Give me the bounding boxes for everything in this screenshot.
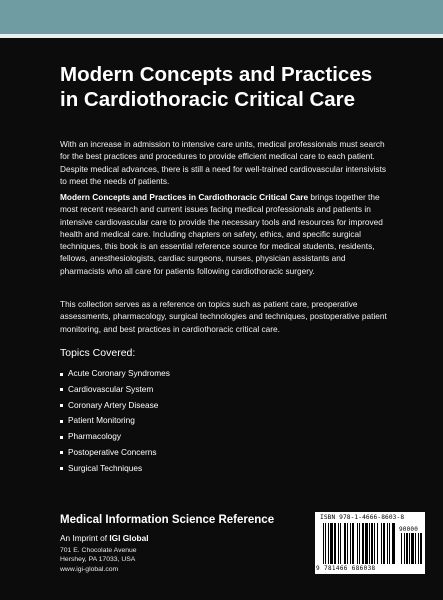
paragraph-2-lead-title: Modern Concepts and Practices in Cardiothoracic Critical Care — [60, 192, 309, 202]
topic-item: Patient Monitoring — [60, 413, 170, 429]
barcode-bar — [374, 523, 375, 564]
barcode-bar — [359, 523, 360, 564]
barcode-bar — [392, 523, 395, 564]
barcode-bar — [352, 523, 354, 564]
barcode-bar — [323, 523, 324, 564]
paragraph-2-body: brings together the most recent research and current issues facing medical professionals and patients in intensive cardiovascular care to provide the necessary tools and resources for improved health and medical care. Including chapters on safety, ethics, and specific surgical techniques, this book is an essential reference source for medical students, residents, fellows, anesthesiologists, cardiac surgeons, nurses, physician assistants and pharmacists who all care for patients following cardiothoracic surgery. — [60, 192, 383, 276]
isbn-barcode — [315, 512, 425, 574]
barcode-addon-bar — [404, 533, 405, 564]
address-street: 701 E. Chocolate Avenue — [60, 547, 137, 554]
barcode-bar — [365, 523, 368, 564]
book-title-line-1: Modern Concepts and Practices — [60, 63, 373, 86]
barcode-bar — [387, 523, 388, 564]
barcode-bar — [347, 523, 348, 564]
topic-item: Cardiovascular System — [60, 382, 170, 398]
barcode-bar — [325, 523, 326, 564]
barcode-addon-bar — [420, 533, 422, 564]
description-paragraph-1: With an increase in admission to intensive care units, medical professionals must search for the best practices and procedures to provide efficient medical care to each patient. Despite medical advances, there is still a need for well-trained cardiovascular intensivists to meet the needs of patients. — [60, 139, 387, 186]
barcode-addon-bar — [401, 533, 402, 564]
barcode-bar — [350, 523, 351, 564]
barcode-bar — [340, 523, 341, 564]
publisher-address — [60, 546, 137, 574]
barcode-addon-digits: 90000 — [399, 526, 419, 533]
barcode-bar — [338, 523, 339, 564]
topics-heading: Topics Covered: — [60, 347, 136, 359]
barcode-bar — [369, 523, 370, 564]
barcode-bar — [330, 523, 333, 564]
topics-list — [60, 366, 170, 477]
topic-item: Postoperative Concerns — [60, 445, 170, 461]
barcode-addon-bar — [415, 533, 416, 564]
publisher-website: www.igi-global.com — [60, 565, 119, 573]
barcode-bar — [383, 523, 385, 564]
isbn-number: ISBN 978-1-4666-8603-8 — [320, 514, 405, 521]
barcode-first-digit: 9 — [316, 565, 320, 572]
topic-item: Pharmacology — [60, 429, 170, 445]
barcode-bar — [344, 523, 346, 564]
barcode-digits: 781466 686038 — [324, 565, 376, 572]
description-paragraph-3: This collection serves as a reference on topics such as patient care, preoperative assessments, pharmacology, surgical technologies and techniques, postoperative patient monitoring, and best practices in cardiothoracic critical care. — [60, 299, 387, 334]
barcode-addon-bar — [406, 533, 408, 564]
topic-item: Coronary Artery Disease — [60, 398, 170, 414]
description-paragraph-2 — [60, 191, 390, 277]
imprint-prefix: An Imprint of — [60, 533, 110, 543]
barcode-bar — [377, 523, 378, 564]
top-divider-line — [0, 34, 443, 38]
barcode-bar — [381, 523, 382, 564]
imprint-line — [60, 533, 149, 543]
barcode-bar — [362, 523, 364, 564]
barcode-bar — [334, 523, 336, 564]
publisher-series: Medical Information Science Reference — [60, 514, 275, 526]
imprint-publisher: IGI Global — [109, 533, 149, 543]
barcode-bar — [328, 523, 329, 564]
top-color-band — [0, 0, 443, 34]
barcode-addon-bar — [418, 533, 419, 564]
barcode-bar — [389, 523, 390, 564]
barcode-bar — [357, 523, 358, 564]
barcode-bar — [371, 523, 373, 564]
book-title-line-2: in Cardiothoracic Critical Care — [60, 88, 356, 111]
book-title — [60, 62, 420, 112]
address-city: Hershey, PA 17033, USA — [60, 556, 136, 564]
topic-item: Acute Coronary Syndromes — [60, 366, 170, 382]
barcode-addon-bar — [411, 533, 414, 564]
barcode-addon-bar — [409, 533, 410, 564]
topic-item: Surgical Techniques — [60, 461, 170, 477]
